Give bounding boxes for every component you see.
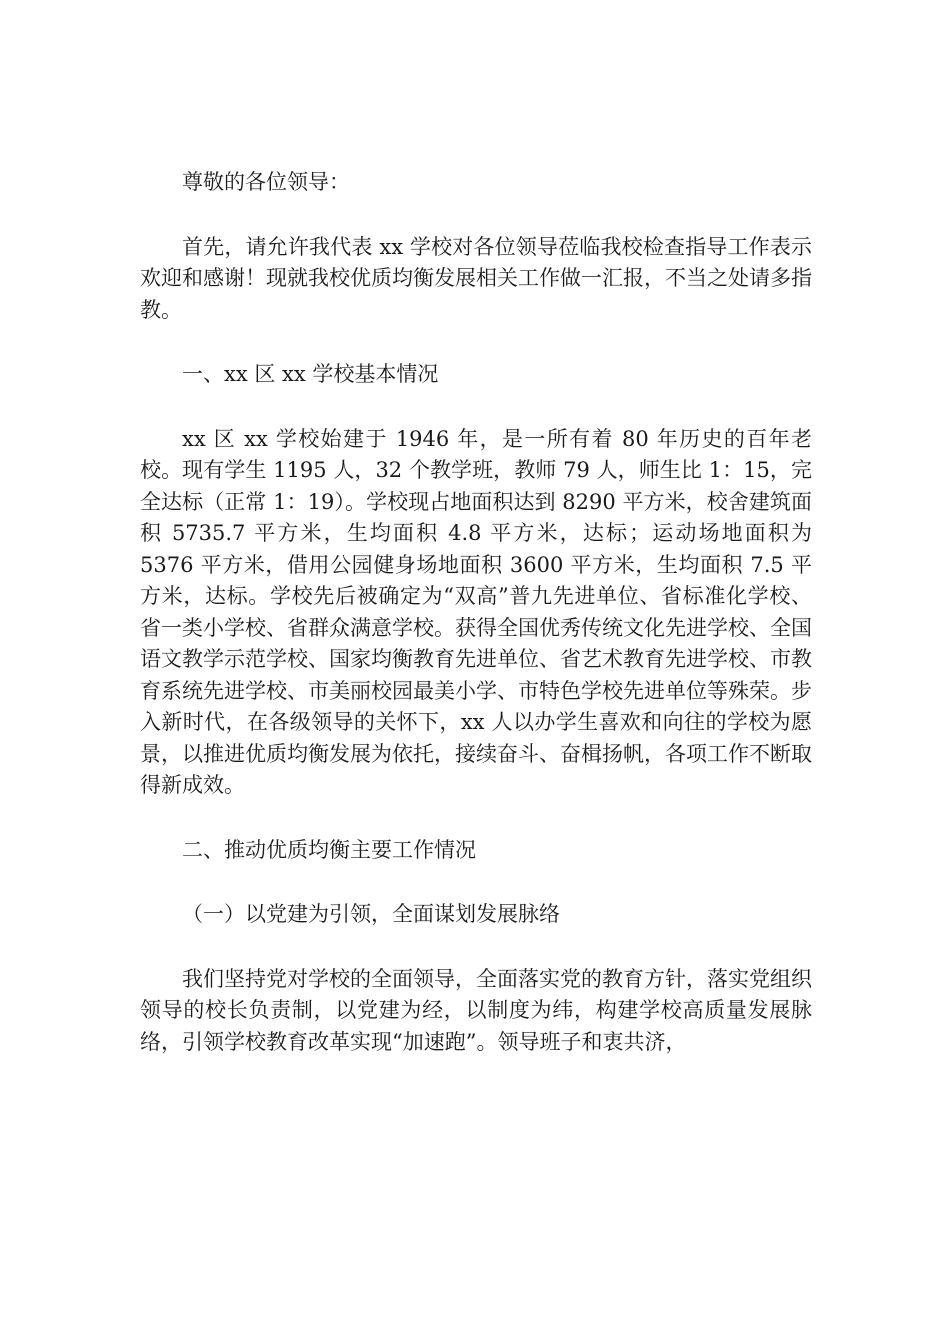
salutation: 尊敬的各位领导： [182, 170, 350, 194]
section-1-paragraph: xx 区 xx 学校始建于 1946 年，是一所有着 80 年历史的百年老校。现有学生 1195 人，32 个教学班，教师 79 人，师生比 1：15，完全达标（正常 1：19）。学校现占地面积达到 8290 平方米，校舍建筑面积 5735.7 平方米，生均面积 4.8 平方米，达标；运动场地面积为 5376 平方米，借用公园健身场地面积 3600 平方米，生均面积 7.5 平方米，达标。学校先后被确定为“双高”普九先进单位、省标准化学校、省一类小学校、省群众满意学校。获得全国优秀传统文化先进学校、全国语文教学示范学校、国家均衡教育先进单位、省艺术教育先进学校、市教育系统先进学校、市美丽校园最美小学、市特色学校先进单位等殊荣。步入新时代，在各级领导的关怀下，xx 人以办学生喜欢和向往的学校为愿景，以推进优质均衡发展为依托，接续奋斗、奋楫扬帆，各项工作不断取得新成效。 [140, 426, 812, 797]
section-2-heading: 二、推动优质均衡主要工作情况 [182, 837, 476, 862]
subsection-1-paragraph: 我们坚持党对学校的全面领导，全面落实党的教育方针，落实党组织领导的校长负责制，以党建为经，以制度为纬，构建学校高质量发展脉络，引领学校教育改革实现“加速跑”。领导班子和衷共济， [140, 966, 812, 1054]
document-body [140, 167, 812, 1058]
intro-paragraph: 首先，请允许我代表 xx 学校对各位领导莅临我校检查指导工作表示欢迎和感谢！现就我校优质均衡发展相关工作做一汇报，不当之处请多指教。 [140, 234, 812, 322]
section-1-heading: 一、xx 区 xx 学校基本情况 [182, 362, 439, 386]
subsection-1-heading: （一）以党建为引领，全面谋划发展脉络 [182, 902, 560, 926]
